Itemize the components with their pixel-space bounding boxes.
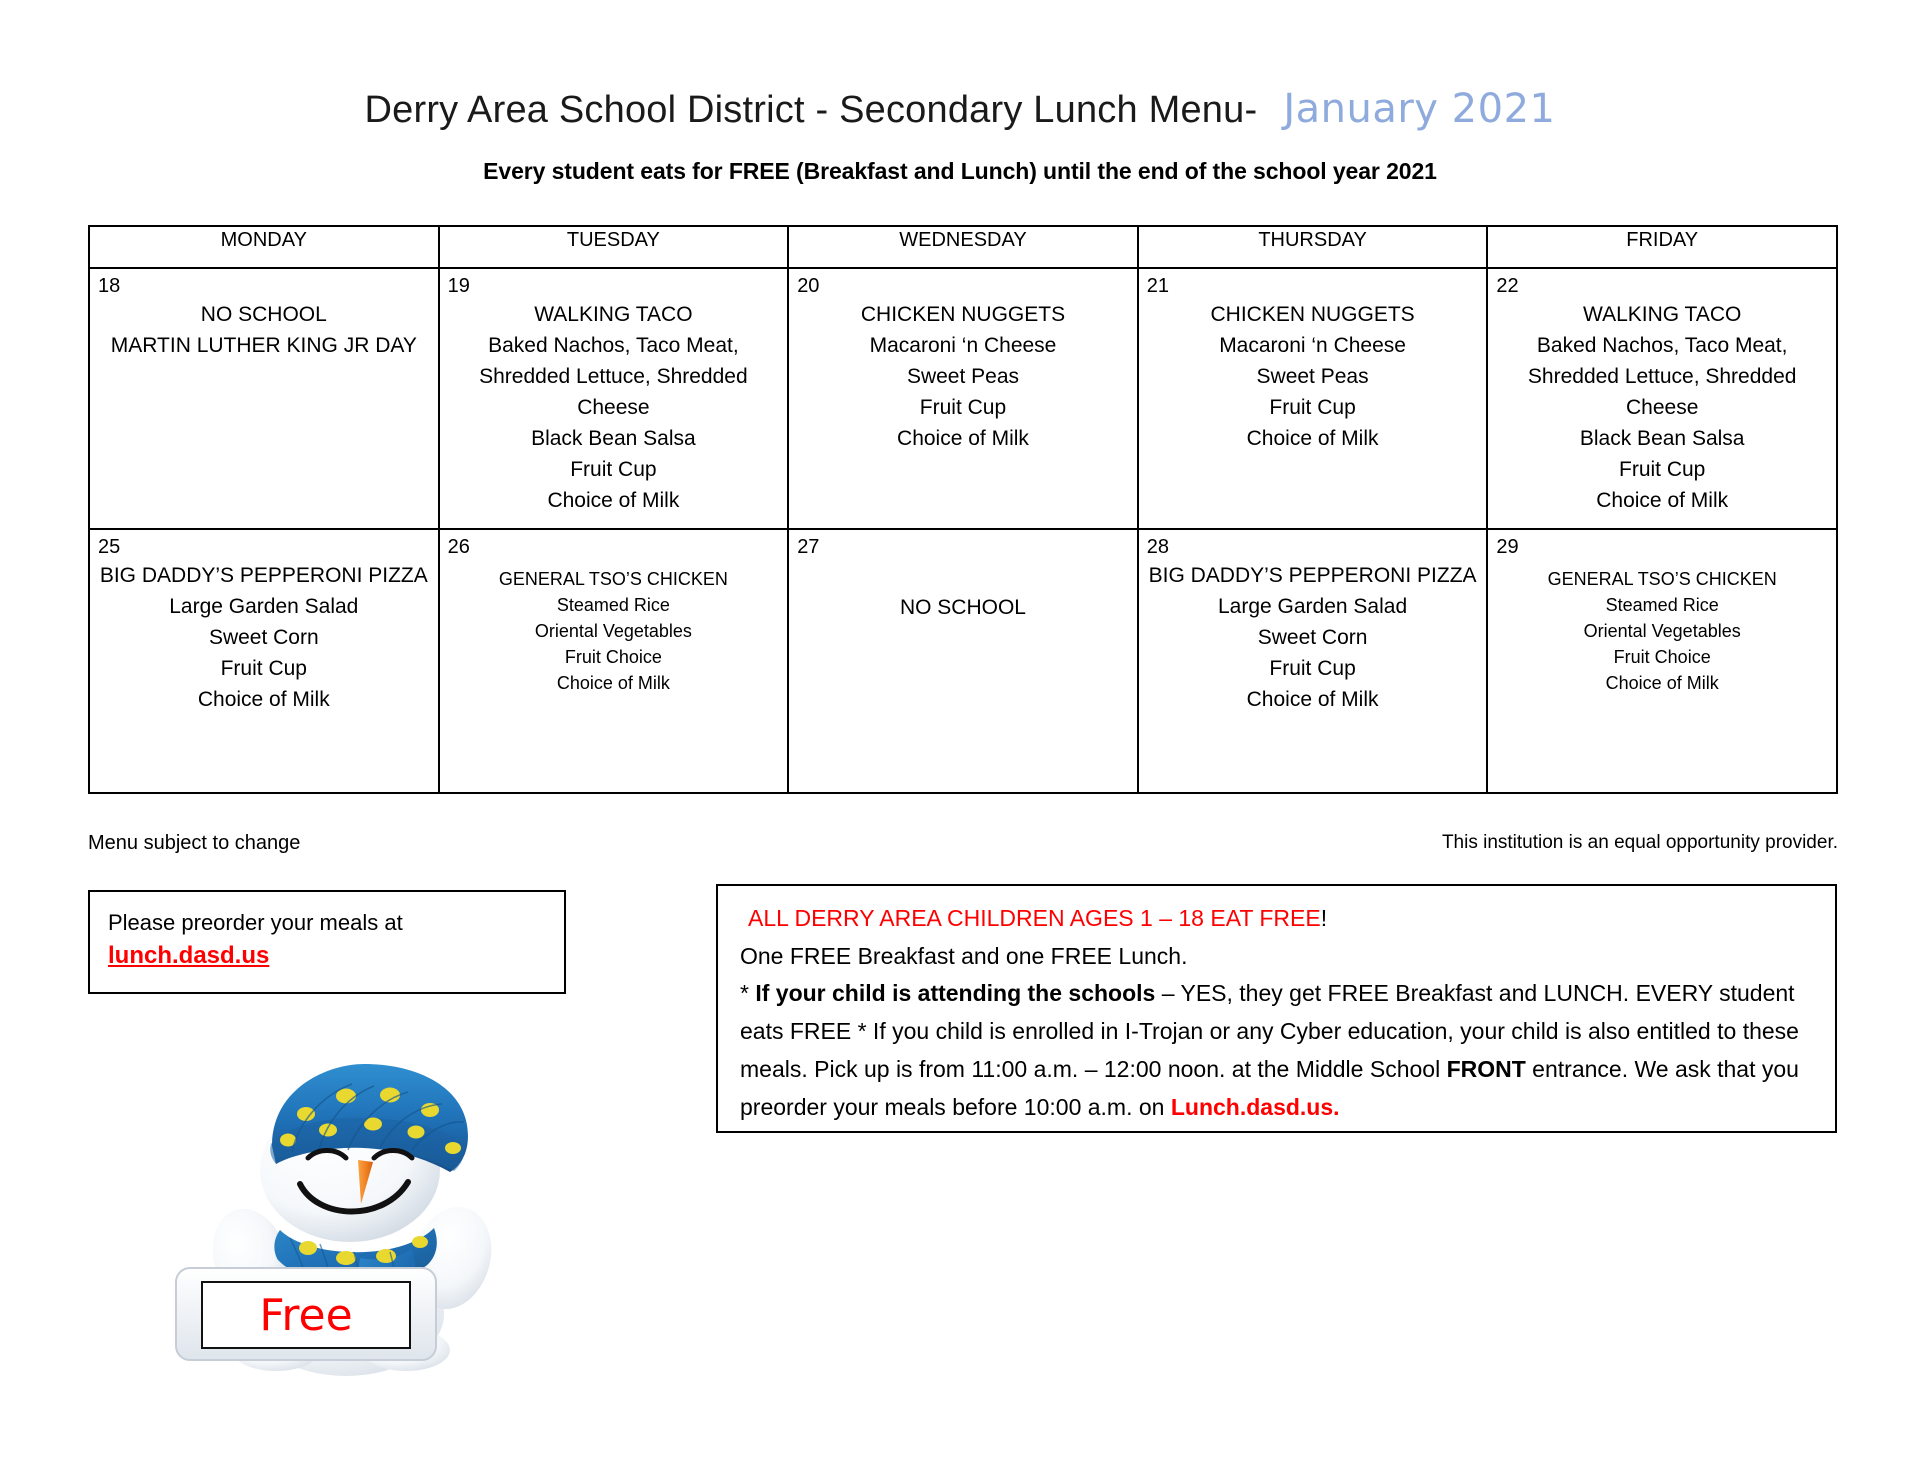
menu-item-line: Large Garden Salad: [1218, 595, 1408, 619]
info-line-three: [740, 975, 1813, 1126]
column-header-wednesday: WEDNESDAY: [788, 226, 1138, 268]
menu-item-line: Steamed Rice: [1605, 595, 1719, 616]
day-cell-26: [439, 529, 789, 793]
menu-item-line: MARTIN LUTHER KING JR DAY: [110, 334, 417, 358]
menu-item-line: Shredded Lettuce, Shredded: [479, 365, 748, 389]
calendar-table: [88, 225, 1838, 794]
column-header-thursday: THURSDAY: [1138, 226, 1488, 268]
column-header-monday: MONDAY: [89, 226, 439, 268]
preorder-link[interactable]: lunch.dasd.us: [108, 941, 270, 969]
preorder-box: [88, 890, 566, 994]
day-cell-25: [89, 529, 439, 793]
day-cell-27: [788, 529, 1138, 793]
calendar-header-row: [89, 226, 1837, 268]
lunch-menu-calendar: [88, 225, 1838, 794]
menu-item-line: CHICKEN NUGGETS: [860, 303, 1066, 326]
calendar-week-row: [89, 529, 1837, 793]
menu-item-line: Sweet Peas: [906, 365, 1020, 389]
menu-item-line: Macaroni ‘n Cheese: [1219, 334, 1406, 358]
day-cell-22: [1487, 268, 1837, 529]
menu-item-line: Oriental Vegetables: [534, 621, 692, 642]
info-headline-red: ALL DERRY AREA CHILDREN AGES 1 – 18 EAT FREE: [748, 905, 1321, 931]
menu-item-line: Macaroni ‘n Cheese: [869, 334, 1057, 358]
page-title-main: Derry Area School District - Secondary Lunch Menu-: [364, 89, 1258, 131]
menu-item-line: BIG DADDY’S PEPPERONI PIZZA: [1148, 564, 1477, 587]
day-menu: [448, 299, 780, 517]
info-headline: [740, 900, 1813, 938]
column-header-tuesday: TUESDAY: [439, 226, 789, 268]
day-menu: [1147, 299, 1479, 454]
menu-item-line: Sweet Corn: [1257, 626, 1368, 650]
menu-item-line: Choice of Milk: [1246, 427, 1379, 451]
info-body-text: – YES, they get FREE Breakfast and LUNCH. EVERY student eats FREE * If you child is enrolled in I-Trojan or any Cyber education, your child is also entitled to these meals. Pick up is from 11:00 a.m. – 12:00 noon. at the Middle School: [740, 980, 1799, 1082]
day-number: 28: [1146, 536, 1170, 558]
menu-item-line: Choice of Milk: [197, 688, 330, 712]
page-title-month: January 2021: [1283, 86, 1556, 132]
info-lunch-link: Lunch.dasd.us.: [1170, 1093, 1340, 1120]
menu-item-line: CHICKEN NUGGETS: [1210, 303, 1415, 326]
menu-item-line: Large Garden Salad: [169, 595, 359, 619]
page-title: [365, 86, 1556, 132]
menu-item-line: Choice of Milk: [547, 489, 680, 513]
day-number: 26: [447, 536, 470, 558]
menu-item-line: Choice of Milk: [897, 427, 1029, 451]
menu-item-line: Choice of Milk: [1605, 673, 1719, 694]
day-number: 25: [98, 536, 121, 558]
day-menu: [797, 592, 1129, 623]
calendar-body: [89, 268, 1837, 793]
info-headline-tail: !: [1320, 905, 1328, 931]
menu-item-line: Steamed Rice: [556, 595, 670, 616]
menu-item-line: Fruit Cup: [1269, 396, 1356, 420]
menu-item-line: Fruit Cup: [1269, 657, 1356, 681]
menu-item-line: Shredded Lettuce, Shredded: [1527, 365, 1797, 389]
menu-item-line: Sweet Peas: [1256, 365, 1369, 389]
menu-item-line: Fruit Choice: [564, 647, 662, 668]
info-body-text-2: entrance. We ask that you preorder your meals before 10:00 a.m. on: [740, 1055, 1799, 1120]
day-menu: [98, 560, 430, 715]
free-meals-subtitle: Every student eats for FREE (Breakfast and Lunch) until the end of the school year 2021: [483, 158, 1437, 184]
menu-item-line: NO SCHOOL: [200, 303, 327, 326]
menu-item-line: Cheese: [577, 396, 650, 420]
day-cell-21: [1138, 268, 1488, 529]
day-cell-20: [788, 268, 1138, 529]
info-front-bold: FRONT: [1446, 1055, 1526, 1082]
menu-subject-to-change-note: Menu subject to change: [88, 832, 301, 854]
info-attending-bold: If your child is attending the schools: [755, 980, 1156, 1007]
menu-item-line: GENERAL TSO’S CHICKEN: [498, 569, 728, 589]
equal-opportunity-note: This institution is an equal opportunity provider.: [1441, 832, 1838, 853]
menu-item-line: Oriental Vegetables: [1583, 621, 1741, 642]
menu-item-line: Choice of Milk: [556, 673, 670, 694]
menu-item-line: Baked Nachos, Taco Meat,: [1536, 334, 1788, 358]
menu-item-line: BIG DADDY’S PEPPERONI PIZZA: [99, 564, 428, 587]
day-cell-19: [439, 268, 789, 529]
day-menu: [1496, 299, 1828, 517]
menu-item-line: Sweet Corn: [208, 626, 319, 650]
day-menu: [797, 299, 1129, 454]
menu-item-line: Black Bean Salsa: [531, 427, 696, 451]
day-number: 18: [98, 275, 121, 297]
day-menu: [1496, 566, 1828, 696]
menu-item-line: Cheese: [1625, 396, 1699, 420]
info-line-two: One FREE Breakfast and one FREE Lunch.: [740, 942, 1188, 969]
menu-item-line: WALKING TACO: [534, 303, 693, 326]
day-menu: [448, 566, 780, 696]
page-header: [0, 0, 1920, 185]
snowman-illustration: [168, 1062, 518, 1392]
day-number: 21: [1146, 275, 1170, 297]
menu-item-line: Fruit Choice: [1613, 647, 1711, 668]
day-number: 27: [797, 536, 820, 558]
menu-item-line: Baked Nachos, Taco Meat,: [488, 334, 739, 358]
menu-item-line: GENERAL TSO’S CHICKEN: [1547, 569, 1777, 589]
calendar-week-row: [89, 268, 1837, 529]
day-number: 20: [797, 275, 820, 297]
menu-item-line: Choice of Milk: [1596, 489, 1729, 513]
day-menu: [98, 299, 430, 361]
free-meals-info-box: [716, 884, 1837, 1133]
day-menu: [1147, 560, 1479, 715]
day-cell-29: [1487, 529, 1837, 793]
menu-item-line: Fruit Cup: [570, 458, 657, 482]
day-number: 22: [1496, 275, 1519, 297]
menu-item-line: NO SCHOOL: [899, 596, 1026, 619]
menu-item-line: Fruit Cup: [1619, 458, 1706, 482]
free-sign-label: Free: [259, 1290, 353, 1341]
column-header-friday: FRIDAY: [1487, 226, 1837, 268]
menu-item-line: Fruit Cup: [220, 657, 307, 681]
day-number: 19: [447, 275, 470, 297]
preorder-instruction: Please preorder your meals at: [108, 910, 403, 935]
menu-item-line: WALKING TACO: [1583, 303, 1742, 326]
info-star: *: [740, 980, 756, 1007]
day-cell-18: [89, 268, 439, 529]
menu-item-line: Fruit Cup: [919, 396, 1007, 420]
day-number: 29: [1496, 536, 1519, 558]
menu-item-line: Black Bean Salsa: [1579, 427, 1745, 451]
day-cell-28: [1138, 529, 1488, 793]
free-sign: [176, 1268, 436, 1360]
menu-item-line: Choice of Milk: [1246, 688, 1379, 712]
